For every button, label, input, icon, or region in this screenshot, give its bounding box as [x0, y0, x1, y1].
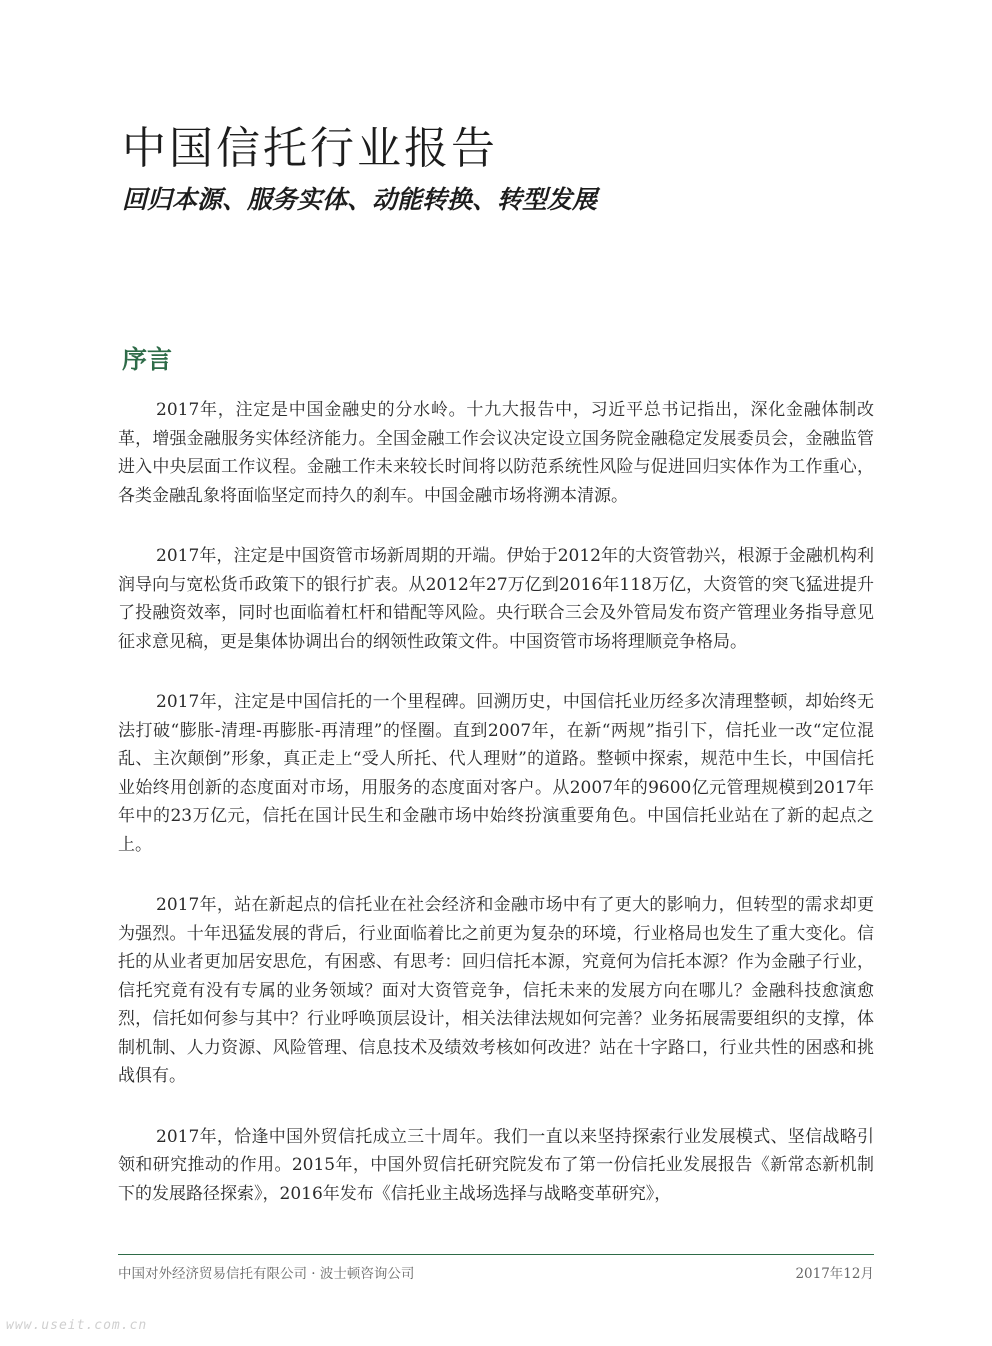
- footer-date: 2017年12月: [795, 1266, 874, 1282]
- report-title: 中国信托行业报告: [122, 123, 498, 174]
- footer-organizations: 中国对外经济贸易信托有限公司 · 波士顿咨询公司: [118, 1266, 415, 1282]
- preface-body: [118, 396, 874, 1240]
- paragraph-2: 2017年，注定是中国资管市场新周期的开端。伊始于2012年的大资管勃兴，根源于金融机构利润导向与宽松货币政策下的银行扩表。从2012年27万亿到2016年118万亿，大资管的突飞猛进提升了投融资效率，同时也面临着杠杆和错配等风险。央行联合三会及外管局发布资产管理业务指导意见征求意见稿，更是集体协调出台的纲领性政策文件。中国资管市场将理顺竞争格局。: [118, 546, 874, 652]
- section-heading: 序言: [122, 345, 173, 374]
- paragraph-1: 2017年，注定是中国金融史的分水岭。十九大报告中，习近平总书记指出，深化金融体制改革，增强金融服务实体经济能力。全国金融工作会议决定设立国务院金融稳定发展委员会，金融监管进入中央层面工作议程。金融工作未来较长时间将以防范系统性风险与促进回归实体作为工作重心，各类金融乱象将面临坚定而持久的刹车。中国金融市场将溯本清源。: [118, 400, 874, 506]
- paragraph-5: 2017年，恰逢中国外贸信托成立三十周年。我们一直以来坚持探索行业发展模式、坚信战略引领和研究推动的作用。2015年，中国外贸信托研究院发布了第一份信托业发展报告《新常态新机制下的发展路径探索》，2016年发布《信托业主战场选择与战略变革研究》，: [118, 1126, 874, 1204]
- paragraph-4: 2017年，站在新起点的信托业在社会经济和金融市场中有了更大的影响力，但转型的需求却更为强烈。十年迅猛发展的背后，行业面临着比之前更为复杂的环境，行业格局也发生了重大变化。信托的从业者更加居安思危，有困惑、有思考：回归信托本源，究竟何为信托本源？作为金融子行业，信托究竟有没有专属的业务领域？面对大资管竞争，信托未来的发展方向在哪儿？金融科技愈演愈烈，信托如何参与其中？行业呼唤顶层设计，相关法律法规如何完善？业务拓展需要组织的支撑，体制机制、人力资源、风险管理、信息技术及绩效考核如何改进？站在十字路口，行业共性的困惑和挑战俱有。: [118, 895, 874, 1086]
- site-watermark: www.useit.com.cn: [6, 1318, 148, 1333]
- paragraph-3: 2017年，注定是中国信托的一个里程碑。回溯历史，中国信托业历经多次清理整顿，却始终无法打破“膨胀-清理-再膨胀-再清理”的怪圈。直到2007年，在新“两规”指引下，信托业一改“定位混乱、主次颠倒”形象，真正走上“受人所托、代人理财”的道路。整顿中探索，规范中生长，中国信托业始终用创新的态度面对市场，用服务的态度面对客户。从2007年的9600亿元管理规模到2017年年中的23万亿元，信托在国计民生和金融市场中始终扮演重要角色。中国信托业站在了新的起点之上。: [118, 692, 874, 855]
- report-subtitle: 回归本源、服务实体、动能转换、转型发展: [122, 185, 598, 214]
- footer-divider: [118, 1254, 874, 1255]
